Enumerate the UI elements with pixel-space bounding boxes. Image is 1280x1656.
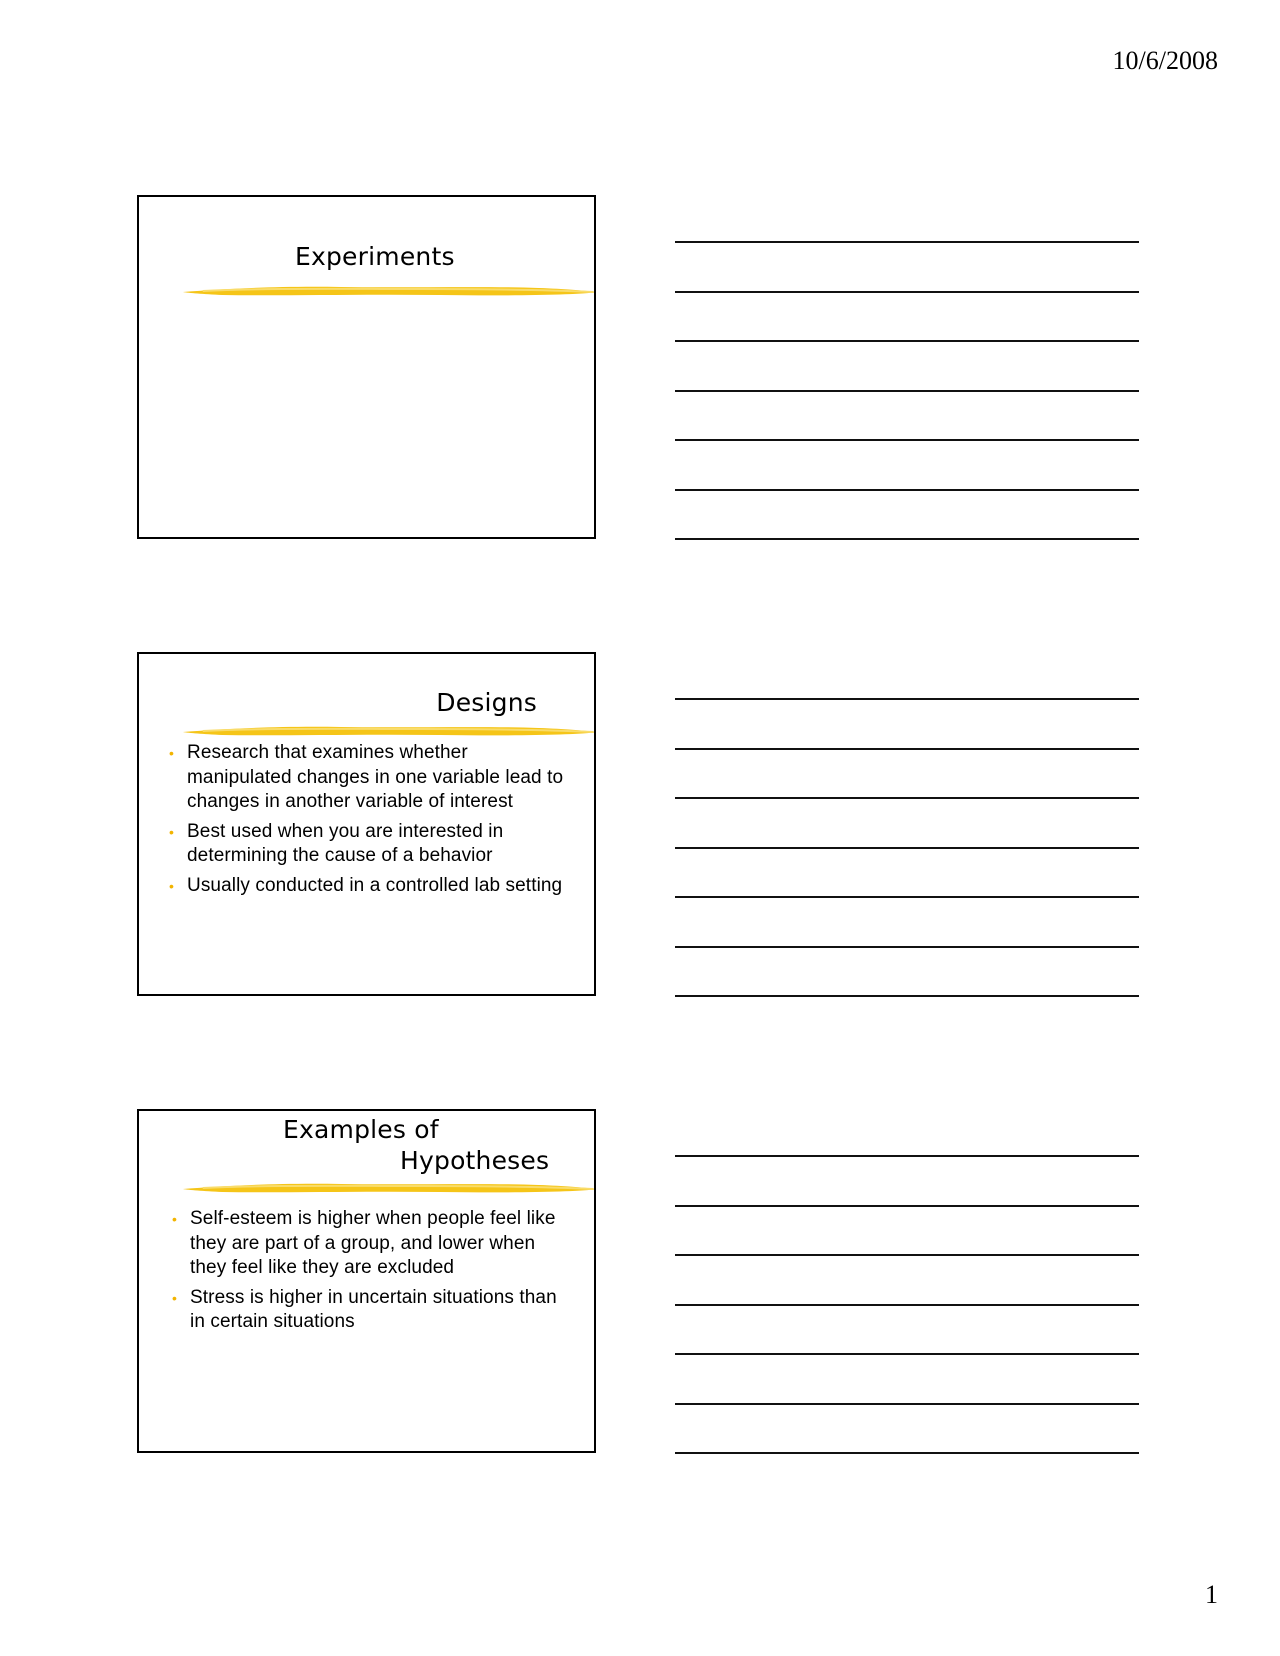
note-line <box>675 995 1139 997</box>
brush-stroke-decoration <box>183 723 596 739</box>
bullet-icon: • <box>169 823 175 840</box>
note-line <box>675 896 1139 898</box>
note-line <box>675 797 1139 799</box>
notes-lines-3 <box>675 1155 1139 1502</box>
note-line <box>675 946 1139 948</box>
bullet-icon: • <box>169 745 175 761</box>
bullet-item: • Usually conducted in a controlled lab setting <box>169 874 574 899</box>
note-line <box>675 748 1139 750</box>
note-line <box>675 1403 1139 1405</box>
note-line <box>675 847 1139 849</box>
note-line <box>675 1155 1139 1157</box>
bullet-item: • Self-esteem is higher when people feel like they are part of a group, and lower when they feel like they are excluded <box>172 1208 556 1278</box>
note-line <box>675 1304 1139 1306</box>
notes-lines-2 <box>675 698 1139 1045</box>
note-line <box>675 390 1139 392</box>
page-date: 10/6/2008 <box>1112 46 1218 75</box>
notes-lines-1 <box>675 241 1139 588</box>
bullet-item: • Stress is higher in uncertain situations than in certain situations <box>172 1286 557 1332</box>
slide-experiments <box>137 195 596 539</box>
note-line <box>675 1254 1139 1256</box>
note-line <box>675 291 1139 293</box>
brush-stroke-decoration <box>183 283 596 299</box>
slide-title-line-1: Examples of <box>283 1115 439 1144</box>
note-line <box>675 538 1139 540</box>
bullet-icon: • <box>169 877 175 894</box>
note-line <box>675 1452 1139 1454</box>
slide-title: Designs <box>436 688 537 717</box>
bullet-list <box>169 741 574 903</box>
note-line <box>675 489 1139 491</box>
slide-designs <box>137 652 596 996</box>
slide-examples-of-hypotheses <box>137 1109 596 1453</box>
bullet-item: • Research that examines whether manipulated changes in one variable lead to changes in another variable of interest <box>169 742 564 812</box>
note-line <box>675 1353 1139 1355</box>
slide-title-line-2: Hypotheses <box>400 1146 550 1175</box>
bullet-list <box>172 1207 574 1340</box>
note-line <box>675 340 1139 342</box>
note-line <box>675 241 1139 243</box>
bullet-icon: • <box>172 1289 178 1306</box>
bullet-icon: • <box>172 1211 178 1227</box>
note-line <box>675 1205 1139 1207</box>
slide-title: Experiments <box>295 242 455 271</box>
brush-stroke-decoration <box>183 1180 596 1196</box>
page-number: 1 <box>1205 1580 1218 1609</box>
bullet-item: • Best used when you are interested in determining the cause of a behavior <box>169 820 504 866</box>
note-line <box>675 439 1139 441</box>
note-line <box>675 698 1139 700</box>
